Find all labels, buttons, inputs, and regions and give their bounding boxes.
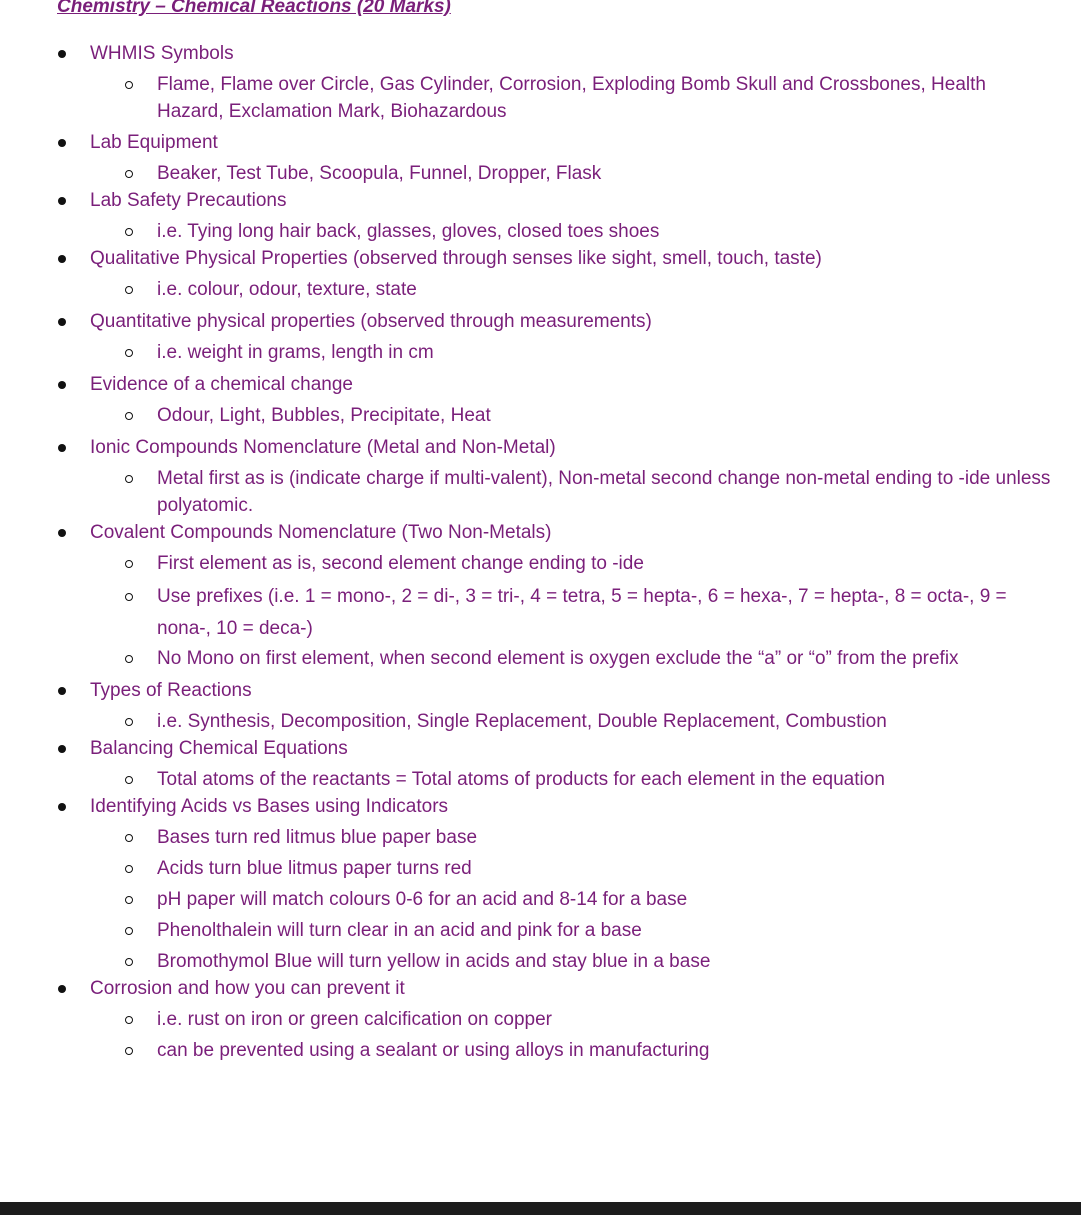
sub-item-text: No Mono on first element, when second element is oxygen exclude the “a” or “o” from the prefix bbox=[157, 648, 959, 669]
sub-item bbox=[0, 465, 1081, 519]
bullet-icon bbox=[58, 139, 66, 147]
circle-bullet-icon bbox=[125, 412, 133, 420]
topic-item bbox=[0, 519, 1081, 546]
circle-bullet-icon bbox=[125, 1047, 133, 1055]
bullet-icon bbox=[58, 50, 66, 58]
topic-item bbox=[0, 434, 1081, 461]
sub-item-text: Flame, Flame over Circle, Gas Cylinder, Corrosion, Exploding Bomb Skull and Crossbones, Health Hazard, Exclamation Mark, Biohazardous bbox=[157, 74, 986, 122]
sub-item-text: i.e. Tying long hair back, glasses, gloves, closed toes shoes bbox=[157, 221, 660, 242]
topic-label: Evidence of a chemical change bbox=[90, 374, 353, 395]
sub-item-text: i.e. Synthesis, Decomposition, Single Replacement, Double Replacement, Combustion bbox=[157, 711, 887, 732]
topic-label: Types of Reactions bbox=[90, 680, 252, 701]
sub-item bbox=[0, 339, 1081, 366]
sub-item-text: Phenolthalein will turn clear in an acid and pink for a base bbox=[157, 920, 642, 941]
bullet-icon bbox=[58, 985, 66, 993]
topic-label: Balancing Chemical Equations bbox=[90, 738, 348, 759]
topic-item bbox=[0, 371, 1081, 398]
bullet-icon bbox=[58, 529, 66, 537]
bullet-icon bbox=[58, 197, 66, 205]
topic-label: Qualitative Physical Properties (observed through senses like sight, smell, touch, taste) bbox=[90, 248, 822, 269]
bullet-icon bbox=[58, 687, 66, 695]
sub-item bbox=[0, 917, 1081, 944]
sub-item-text: can be prevented using a sealant or using alloys in manufacturing bbox=[157, 1040, 710, 1061]
bullet-icon bbox=[58, 318, 66, 326]
circle-bullet-icon bbox=[125, 865, 133, 873]
topic-item bbox=[0, 793, 1081, 820]
sub-item bbox=[0, 160, 1081, 187]
sub-item-text: Metal first as is (indicate charge if multi-valent), Non-metal second change non-metal ending to -ide unless polyatomic. bbox=[157, 468, 1051, 516]
circle-bullet-icon bbox=[125, 718, 133, 726]
circle-bullet-icon bbox=[125, 593, 133, 601]
topic-item bbox=[0, 40, 1081, 67]
sub-item-text: Odour, Light, Bubbles, Precipitate, Heat bbox=[157, 405, 491, 426]
sub-item bbox=[0, 948, 1081, 975]
bullet-icon bbox=[58, 255, 66, 263]
circle-bullet-icon bbox=[125, 81, 133, 89]
circle-bullet-icon bbox=[125, 349, 133, 357]
topic-label: Corrosion and how you can prevent it bbox=[90, 978, 405, 999]
sub-item-text: First element as is, second element change ending to -ide bbox=[157, 553, 644, 574]
circle-bullet-icon bbox=[125, 475, 133, 483]
bottom-bar bbox=[0, 1202, 1081, 1215]
sub-item bbox=[0, 218, 1081, 245]
circle-bullet-icon bbox=[125, 927, 133, 935]
sub-item bbox=[0, 886, 1081, 913]
bullet-icon bbox=[58, 803, 66, 811]
circle-bullet-icon bbox=[125, 228, 133, 236]
page-title: Chemistry – Chemical Reactions (20 Marks) bbox=[57, 0, 451, 17]
circle-bullet-icon bbox=[125, 170, 133, 178]
sub-item-text: Total atoms of the reactants = Total atoms of products for each element in the equation bbox=[157, 769, 885, 790]
circle-bullet-icon bbox=[125, 776, 133, 784]
sub-item bbox=[0, 766, 1081, 793]
sub-item bbox=[0, 1037, 1081, 1064]
sub-item-text: Use prefixes (i.e. 1 = mono-, 2 = di-, 3 = tri-, 4 = tetra, 5 = hepta-, 6 = hexa-, 7 = hepta-, 8 = octa-, 9 = nona-, 10 = deca-) bbox=[157, 586, 1007, 639]
topic-label: Ionic Compounds Nomenclature (Metal and Non-Metal) bbox=[90, 437, 556, 458]
sub-item-text: pH paper will match colours 0-6 for an acid and 8-14 for a base bbox=[157, 889, 688, 910]
circle-bullet-icon bbox=[125, 896, 133, 904]
sub-item-text: Acids turn blue litmus paper turns red bbox=[157, 858, 472, 879]
topic-label: Lab Safety Precautions bbox=[90, 190, 287, 211]
circle-bullet-icon bbox=[125, 286, 133, 294]
topic-item bbox=[0, 129, 1081, 156]
sub-item bbox=[0, 402, 1081, 429]
topic-item bbox=[0, 245, 1081, 272]
topic-label: Lab Equipment bbox=[90, 132, 218, 153]
sub-item-text: Bromothymol Blue will turn yellow in acids and stay blue in a base bbox=[157, 951, 711, 972]
circle-bullet-icon bbox=[125, 655, 133, 663]
topic-item bbox=[0, 187, 1081, 214]
sub-item bbox=[0, 71, 1081, 125]
circle-bullet-icon bbox=[125, 958, 133, 966]
bullet-icon bbox=[58, 745, 66, 753]
topic-label: Identifying Acids vs Bases using Indicators bbox=[90, 796, 449, 817]
topic-label: Covalent Compounds Nomenclature (Two Non-Metals) bbox=[90, 522, 552, 543]
topic-item bbox=[0, 975, 1081, 1002]
bullet-icon bbox=[58, 381, 66, 389]
topic-item bbox=[0, 308, 1081, 335]
sub-item-text: i.e. weight in grams, length in cm bbox=[157, 342, 434, 363]
sub-item-text: Bases turn red litmus blue paper base bbox=[157, 827, 478, 848]
sub-item bbox=[0, 581, 1081, 645]
sub-item bbox=[0, 708, 1081, 735]
sub-item-text: i.e. rust on iron or green calcification on copper bbox=[157, 1009, 552, 1030]
sub-item bbox=[0, 645, 1081, 672]
sub-item bbox=[0, 824, 1081, 851]
topic-label: Quantitative physical properties (observed through measurements) bbox=[90, 311, 652, 332]
bullet-icon bbox=[58, 444, 66, 452]
topic-list bbox=[0, 40, 1081, 1064]
sub-item bbox=[0, 276, 1081, 303]
topic-item bbox=[0, 677, 1081, 704]
circle-bullet-icon bbox=[125, 560, 133, 568]
sub-item bbox=[0, 550, 1081, 577]
sub-item-text: Beaker, Test Tube, Scoopula, Funnel, Dropper, Flask bbox=[157, 163, 602, 184]
sub-item-text: i.e. colour, odour, texture, state bbox=[157, 279, 417, 300]
topic-item bbox=[0, 735, 1081, 762]
circle-bullet-icon bbox=[125, 1016, 133, 1024]
sub-item bbox=[0, 855, 1081, 882]
topic-label: WHMIS Symbols bbox=[90, 43, 234, 64]
sub-item bbox=[0, 1006, 1081, 1033]
circle-bullet-icon bbox=[125, 834, 133, 842]
